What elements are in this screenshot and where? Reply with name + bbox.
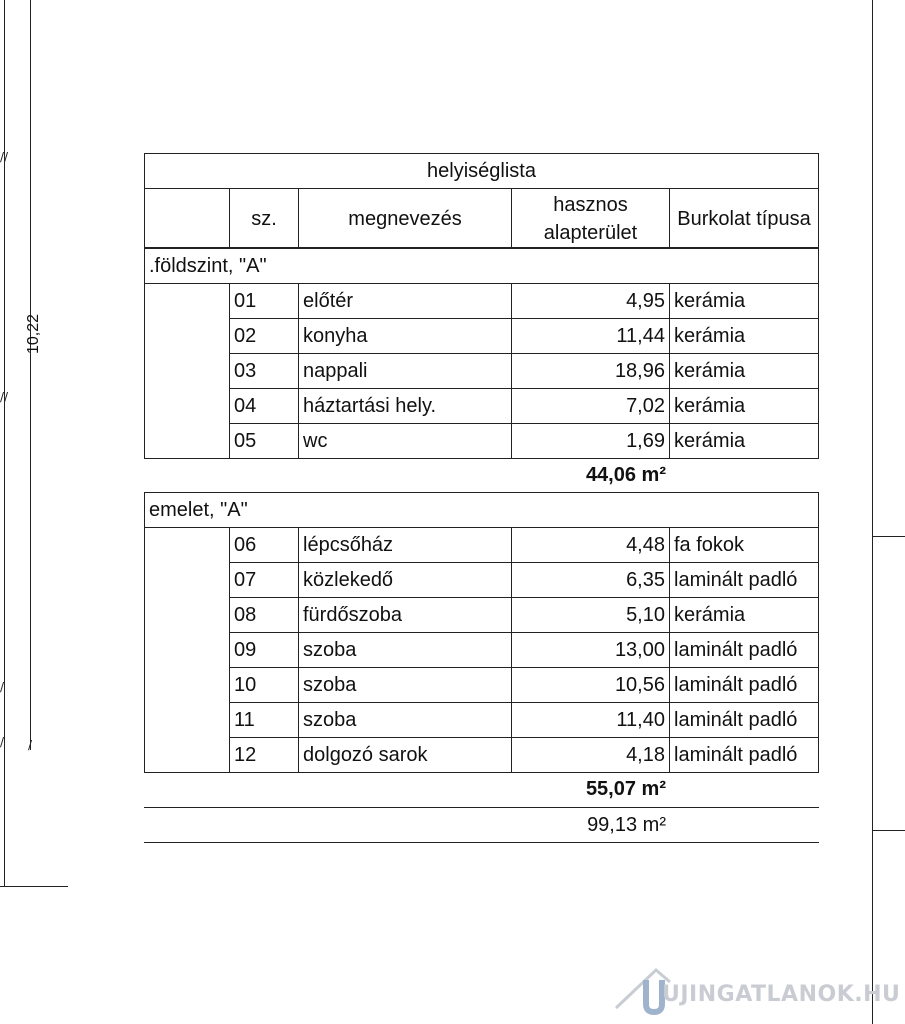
room-area: 11,44: [511, 318, 670, 354]
header-number: sz.: [229, 188, 299, 248]
room-name: fürdőszoba: [298, 597, 512, 633]
room-area: 7,02: [511, 388, 670, 424]
room-name: előtér: [298, 283, 512, 319]
room-finish: laminált padló: [669, 562, 819, 598]
floor-blank-column: [144, 527, 230, 773]
room-area: 4,18: [511, 737, 670, 773]
header-finish: Burkolat típusa: [669, 188, 819, 248]
room-finish: laminált padló: [669, 702, 819, 738]
dimension-tick: //: [0, 390, 9, 404]
room-list-table: [144, 153, 819, 839]
floor-subtotal: 44,06 m²: [585, 464, 666, 486]
room-number: 04: [229, 388, 299, 424]
room-finish: laminált padló: [669, 632, 819, 668]
dimension-tick: /: [0, 680, 5, 694]
floor-subtotal: 55,07 m²: [585, 778, 666, 800]
room-name: nappali: [298, 353, 512, 389]
room-area: 18,96: [511, 353, 670, 389]
room-number: 12: [229, 737, 299, 773]
room-finish: kerámia: [669, 388, 819, 424]
header-blank: [144, 188, 230, 248]
room-number: 08: [229, 597, 299, 633]
grand-total: 99,13 m²: [587, 814, 666, 836]
header-area-line2: alapterület: [543, 222, 638, 244]
dimension-tick: /: [28, 738, 33, 752]
header-area-line1: hasznos: [553, 194, 628, 216]
room-number: 01: [229, 283, 299, 319]
room-name: dolgozó sarok: [298, 737, 512, 773]
room-number: 10: [229, 667, 299, 703]
floor-label: emelet, "A": [144, 492, 819, 528]
room-number: 09: [229, 632, 299, 668]
drawing-border-right: [872, 0, 873, 1024]
room-finish: kerámia: [669, 423, 819, 459]
floor-label: .földszint, "A": [144, 248, 819, 284]
total-line-top: [144, 807, 819, 808]
room-area: 6,35: [511, 562, 670, 598]
room-area: 4,95: [511, 283, 670, 319]
room-finish: kerámia: [669, 283, 819, 319]
room-name: lépcsőház: [298, 527, 512, 563]
room-number: 02: [229, 318, 299, 354]
drawing-line-right: [872, 830, 905, 831]
dimension-tick: //: [0, 150, 9, 164]
room-area: 4,48: [511, 527, 670, 563]
room-finish: kerámia: [669, 353, 819, 389]
room-finish: kerámia: [669, 318, 819, 354]
room-name: konyha: [298, 318, 512, 354]
dimension-tick: /: [0, 735, 5, 749]
room-number: 11: [229, 702, 299, 738]
dimension-line-inner: [30, 0, 31, 750]
room-finish: laminált padló: [669, 667, 819, 703]
room-area: 5,10: [511, 597, 670, 633]
room-name: szoba: [298, 667, 512, 703]
room-number: 05: [229, 423, 299, 459]
room-area: 13,00: [511, 632, 670, 668]
room-finish: fa fokok: [669, 527, 819, 563]
room-number: 03: [229, 353, 299, 389]
drawing-line-right: [872, 536, 905, 537]
dimension-base-line: [0, 886, 68, 887]
header-name: megnevezés: [298, 188, 512, 248]
room-name: wc: [298, 423, 512, 459]
room-name: közlekedő: [298, 562, 512, 598]
floor-blank-column: [144, 283, 230, 459]
room-finish: kerámia: [669, 597, 819, 633]
dimension-line-left: [4, 0, 5, 886]
room-number: 07: [229, 562, 299, 598]
room-number: 06: [229, 527, 299, 563]
dimension-label: 10,22: [25, 313, 42, 355]
total-line-bottom: [144, 842, 819, 843]
header-area: [511, 188, 670, 248]
room-area: 1,69: [511, 423, 670, 459]
room-area: 11,40: [511, 702, 670, 738]
room-area: 10,56: [511, 667, 670, 703]
room-finish: laminált padló: [669, 737, 819, 773]
room-name: szoba: [298, 632, 512, 668]
room-name: szoba: [298, 702, 512, 738]
watermark-text: UJINGATLANOK.HU: [662, 982, 901, 1007]
watermark-logo: [612, 960, 902, 1016]
table-title: helyiséglista: [144, 153, 819, 189]
room-name: háztartási hely.: [298, 388, 512, 424]
